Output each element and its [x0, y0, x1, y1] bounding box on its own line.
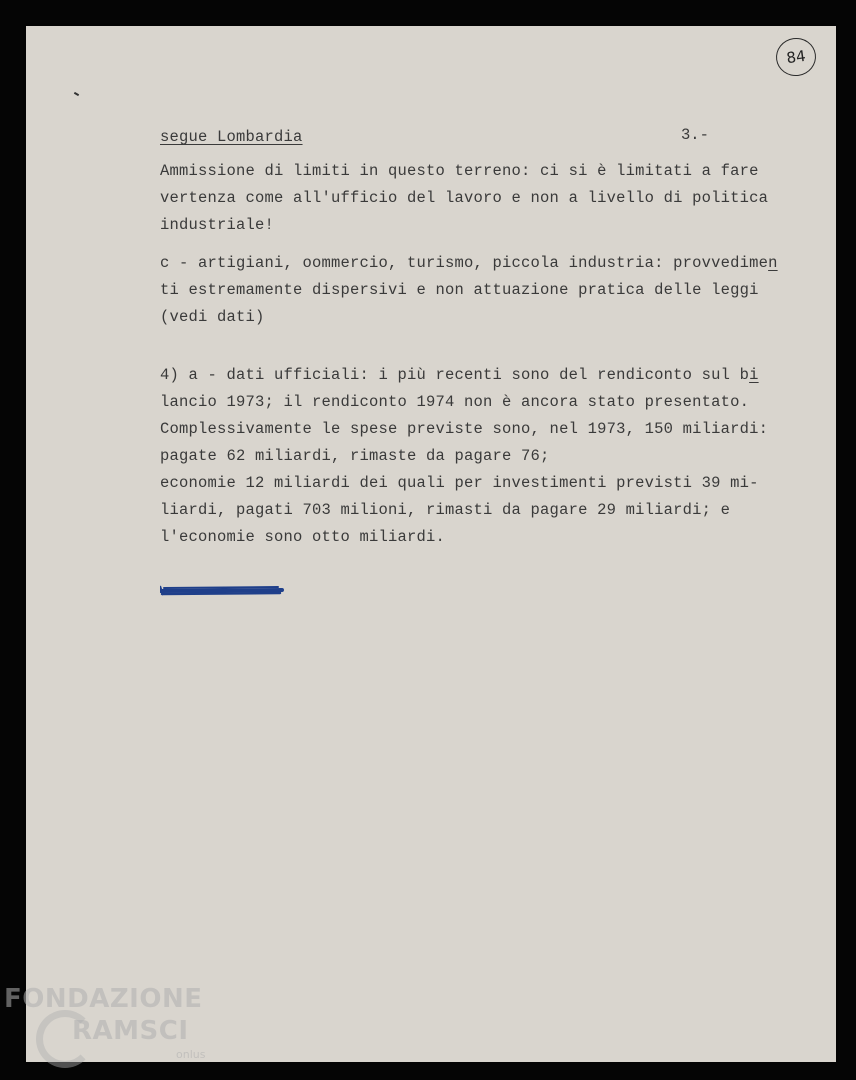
underlined-fragment: i [749, 366, 759, 384]
underlined-fragment: n [768, 254, 778, 272]
text-line: vertenza come all'ufficio del lavoro e non a livello di politica [160, 189, 769, 207]
text-line [160, 362, 800, 389]
text-line: (vedi dati) [160, 308, 265, 326]
text-line: ti estremamente dispersivi e non attuazione pratica delle leggi [160, 281, 759, 299]
paragraph-limits [160, 158, 800, 239]
watermark-line3: onlus [176, 1048, 206, 1061]
text-line: lancio 1973; il rendiconto 1974 non è ancora stato presentato. [160, 393, 750, 411]
text-line [160, 250, 800, 277]
page-number: 84 [785, 46, 807, 68]
text-line: l'economie sono otto miliardi. [160, 528, 446, 546]
pen-strikethrough [160, 583, 284, 599]
paragraph-artisans [160, 250, 800, 331]
paragraph-official-data [160, 362, 800, 551]
text-line: Ammissione di limiti in questo terreno: ci si è limitati a fare [160, 162, 759, 180]
text-segment: c - artigiani, oommercio, turismo, piccola industria: provvedime [160, 254, 769, 272]
text-line: Complessivamente le spese previste sono, nel 1973, 150 miliardi: [160, 420, 769, 438]
watermark-line2: RAMSCI [72, 1016, 189, 1046]
text-line: industriale! [160, 216, 275, 234]
text-line: economie 12 miliardi dei quali per investimenti previsti 39 mi- [160, 474, 759, 492]
text-line: liardi, pagati 703 milioni, rimasti da pagare 29 miliardi; e [160, 501, 731, 519]
watermark-line1: FONDAZIONE [4, 984, 203, 1014]
folio-number: 3.- [681, 126, 709, 144]
text-segment: 4) a - dati ufficiali: i più recenti sono del rendiconto sul b [160, 366, 750, 384]
section-heading: segue Lombardia [160, 128, 303, 146]
text-line: pagate 62 miliardi, rimaste da pagare 76; [160, 447, 550, 465]
foundation-watermark [4, 982, 224, 1077]
